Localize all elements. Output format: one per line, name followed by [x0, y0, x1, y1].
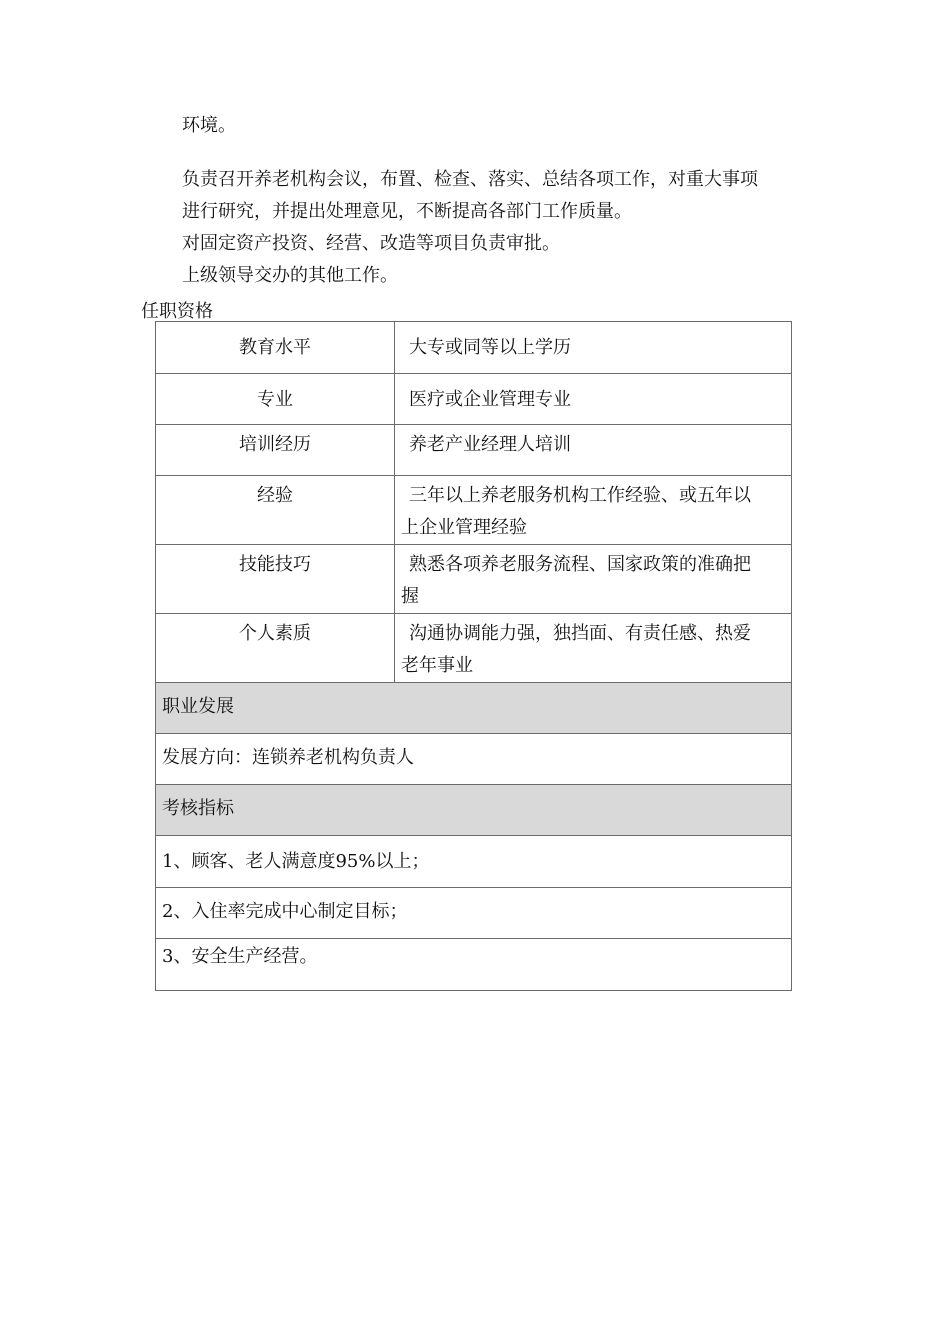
table-row: [156, 939, 792, 991]
section-title: 任职资格: [141, 301, 213, 322]
qual-label: 经验: [156, 476, 395, 545]
qual-value-line: 养老产业经理人培训: [409, 434, 571, 455]
qual-value-line: 熟悉各项养老服务流程、国家政策的准确把: [409, 554, 751, 575]
assessment-item: 3、安全生产经营。: [156, 939, 792, 991]
qual-value: [395, 374, 792, 425]
table-row: [156, 425, 792, 476]
qual-value-line: 上企业管理经验: [401, 517, 527, 538]
paragraph-line: 上级领导交办的其他工作。: [182, 265, 398, 286]
qual-value: [395, 614, 792, 683]
career-header: 职业发展: [156, 683, 792, 734]
career-text: 发展方向：连锁养老机构负责人: [156, 734, 792, 785]
table-row: [156, 476, 792, 545]
qual-value: [395, 322, 792, 374]
paragraph-line: 负责召开养老机构会议，布置、检查、落实、总结各项工作，对重大事项: [182, 169, 758, 190]
qual-value: [395, 545, 792, 614]
qual-value-line: 沟通协调能力强，独挡面、有责任感、热爱: [409, 623, 751, 644]
assessment-header: 考核指标: [156, 785, 792, 836]
qual-label: 个人素质: [156, 614, 395, 683]
table-row: [156, 614, 792, 683]
paragraph-line: 环境。: [182, 115, 236, 136]
paragraph-line: 对固定资产投资、经营、改造等项目负责审批。: [182, 233, 560, 254]
qual-value-line: 老年事业: [401, 655, 473, 676]
qual-label: 技能技巧: [156, 545, 395, 614]
qual-label: 教育水平: [156, 322, 395, 374]
table-row: [156, 734, 792, 785]
qual-value-line: 握: [401, 586, 419, 607]
qual-value: [395, 425, 792, 476]
table-row: [156, 374, 792, 425]
table-row: [156, 836, 792, 888]
qual-label: 培训经历: [156, 425, 395, 476]
table-row: [156, 322, 792, 374]
table-row: [156, 683, 792, 734]
qual-value-line: 大专或同等以上学历: [409, 337, 571, 358]
qual-value-line: 三年以上养老服务机构工作经验、或五年以: [409, 485, 751, 506]
paragraph-line: 进行研究，并提出处理意见，不断提高各部门工作质量。: [182, 201, 632, 222]
qual-value-line: 医疗或企业管理专业: [409, 389, 571, 410]
qual-label: 专业: [156, 374, 395, 425]
qual-value: [395, 476, 792, 545]
table-row: [156, 545, 792, 614]
table-row: [156, 785, 792, 836]
assessment-item: 2、入住率完成中心制定目标；: [156, 888, 792, 939]
table-row: [156, 888, 792, 939]
assessment-item: 1、顾客、老人满意度95%以上；: [156, 836, 792, 888]
qualification-table: [155, 321, 792, 991]
